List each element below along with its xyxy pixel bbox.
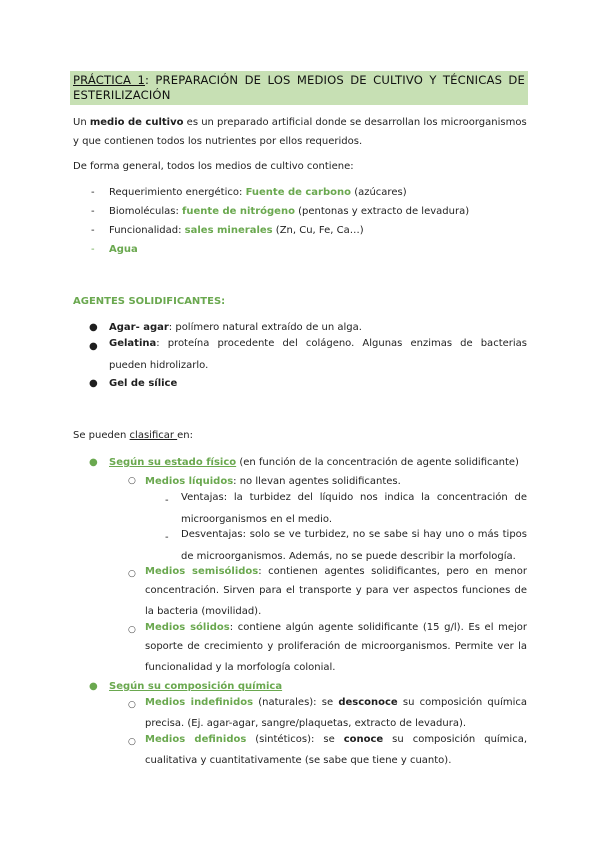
section-chemical-composition: Según su composición química <box>109 681 283 692</box>
title-prefix: PRÁCTICA 1 <box>73 73 146 87</box>
liquid-advantages-line-2: microorganismos en el medio. <box>181 514 333 525</box>
title-rest: : PREPARACIÓN DE LOS MEDIOS DE CULTIVO Y TÉCNICAS DE ESTERILIZACIÓN <box>73 73 525 102</box>
solid-media-line-3: funcionalidad y la morfología colonial. <box>145 662 336 673</box>
undefined-media-line-2: precisa. (Ej. agar-agar, sangre/plaquetas, extracto de levadura). <box>145 718 467 729</box>
list-item-functionality: Funcionalidad: sales minerales (Zn, Cu, Fe, Ca…) <box>109 225 364 236</box>
general-statement: De forma general, todos los medios de cultivo contiene: <box>73 161 354 172</box>
semisolid-media: Medios semisólidos: contienen agentes solidificantes, pero en menor <box>145 566 527 577</box>
section-heading-solidifiers: AGENTES SOLIDIFICANTES: <box>73 296 226 307</box>
solidifier-silica: Gel de sílice <box>109 378 178 389</box>
list-item-water: Agua <box>109 244 138 255</box>
solid-media-line-2: soporte de crecimiento y proliferación de microorganismos. Permite ver la <box>145 641 527 652</box>
undefined-media: Medios indefinidos (naturales): se desconoce su composición química <box>145 697 527 708</box>
intro-line-1: Un medio de cultivo es un preparado artificial donde se desarrollan los microorganismos <box>73 117 527 128</box>
circle-marker: ○ <box>128 476 136 486</box>
liquid-advantages: Ventajas: la turbidez del líquido nos indica la concentración de <box>181 492 527 503</box>
dash-marker: - <box>165 532 169 543</box>
circle-marker: ○ <box>128 737 136 747</box>
bullet-marker: ● <box>89 341 98 352</box>
dash-marker: - <box>91 206 95 217</box>
solidifier-gelatin-line-2: pueden hidrolizarlo. <box>109 360 209 371</box>
solidifier-gelatin: Gelatina: proteína procedente del colágeno. Algunas enzimas de bacterias <box>109 338 527 349</box>
bullet-marker: ● <box>89 378 98 389</box>
dash-marker: - <box>165 495 169 506</box>
title-box <box>70 71 528 105</box>
bullet-marker: ● <box>89 681 98 692</box>
page-title <box>73 73 525 103</box>
dash-marker: - <box>91 187 95 198</box>
classify-intro: Se pueden clasificar en: <box>73 430 194 441</box>
semisolid-media-line-2: concentración. Sirven para el transporte y para ver aspectos funciones de <box>145 585 527 596</box>
section-physical-state: Según su estado físico (en función de la concentración de agente solidificante) <box>109 457 519 468</box>
solid-media: Medios sólidos: contiene algún agente solidificante (15 g/l). Es el mejor <box>145 622 528 633</box>
solidifier-agar: Agar- agar: polímero natural extraído de un alga. <box>109 322 362 333</box>
circle-marker: ○ <box>128 569 136 579</box>
liquid-media: Medios líquidos: no llevan agentes solidificantes. <box>145 476 401 487</box>
intro-line-2: y que contienen todos los nutrientes por ellos requeridos. <box>73 136 363 147</box>
defined-media: Medios definidos (sintéticos): se conoce su composición química, <box>145 734 528 745</box>
list-item-energy: Requerimiento energético: Fuente de carbono (azúcares) <box>109 187 407 198</box>
liquid-disadvantages: Desventajas: solo se ve turbidez, no se sabe si hay uno o más tipos <box>181 529 527 540</box>
bullet-marker: ● <box>89 322 98 333</box>
circle-marker: ○ <box>128 625 136 635</box>
semisolid-media-line-3: la bacteria (movilidad). <box>145 606 262 617</box>
term-medio-de-cultivo: medio de cultivo <box>89 117 184 128</box>
liquid-disadvantages-line-2: de microorganismos. Además, no se puede describir la morfología. <box>181 551 516 562</box>
dash-marker: - <box>91 225 95 236</box>
defined-media-line-2: cualitativa y cuantitativamente (se sabe que tiene y cuanto). <box>145 755 452 766</box>
circle-marker: ○ <box>128 700 136 710</box>
dash-marker: - <box>91 244 95 255</box>
list-item-biomolecules: Biomoléculas: fuente de nitrógeno (pentonas y extracto de levadura) <box>109 206 470 217</box>
bullet-marker: ● <box>89 457 98 468</box>
